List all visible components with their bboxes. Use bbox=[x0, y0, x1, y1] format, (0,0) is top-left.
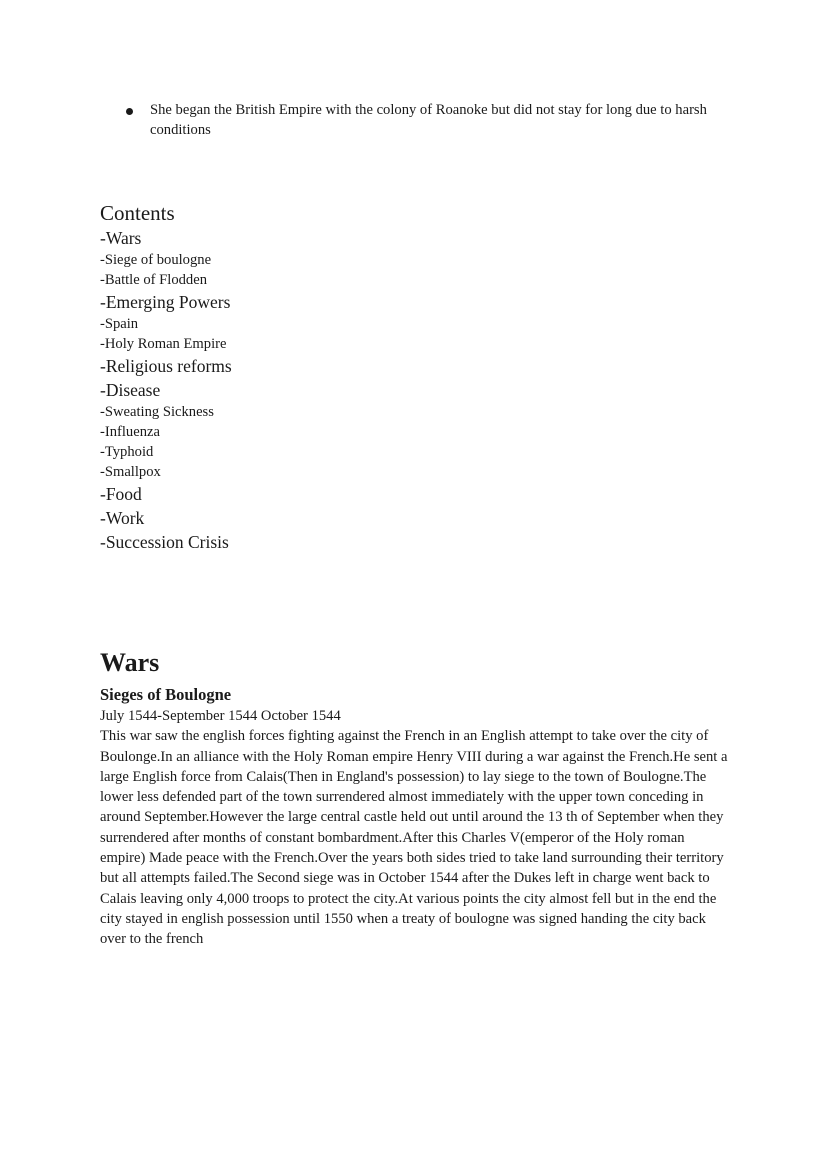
toc-item-work: -Work bbox=[100, 508, 145, 528]
wars-section bbox=[100, 646, 730, 950]
bullet-list-item bbox=[126, 100, 726, 140]
toc-item-siege-of-boulogne: -Siege of boulogne bbox=[100, 252, 212, 268]
wars-heading: Wars bbox=[100, 648, 160, 677]
table-of-contents bbox=[100, 200, 500, 554]
toc-item-food: -Food bbox=[100, 484, 142, 504]
toc-item-disease: -Disease bbox=[100, 380, 161, 400]
toc-item-religious-reforms: -Religious reforms bbox=[100, 356, 232, 376]
toc-item-spain: -Spain bbox=[100, 316, 139, 332]
toc-item-sweating-sickness: -Sweating Sickness bbox=[100, 404, 214, 420]
toc-item-succession-crisis: -Succession Crisis bbox=[100, 532, 229, 552]
toc-item-wars: -Wars bbox=[100, 228, 142, 248]
siege-body-paragraph: This war saw the english forces fighting against the French in an English attempt to take over the city of Boulonge.In an alliance with the Holy Roman empire Henry VIII during a war against the French.He sent a large English force from Calais(Then in England's possession) to lay siege to the town of Boulogne.The lower less defended part of the town surrendered almost immediately with the upper town conceding in around September.However the large central castle held out until around the 13 th of September when they surrendered after months of constant bombardment.After this Charles V(emperor of the Holy roman empire) Made peace with the French.Over the years both sides tried to take land surrounding their territory but all attempts failed.The Second siege was in October 1544 after the Dukes left in charge went back to Calais leaving only 4,000 troops to protect the city.At various points the city almost fell but in the end the city stayed in english possession until 1550 when a treaty of boulogne was signed handing the city back over to the french bbox=[100, 728, 728, 948]
toc-item-holy-roman-empire: -Holy Roman Empire bbox=[100, 336, 227, 352]
toc-item-smallpox: -Smallpox bbox=[100, 464, 161, 480]
siege-dates: July 1544-September 1544 October 1544 bbox=[100, 708, 341, 724]
bullet-icon bbox=[126, 108, 133, 115]
contents-title: Contents bbox=[100, 201, 175, 225]
sieges-of-boulogne-heading: Sieges of Boulogne bbox=[100, 685, 232, 704]
toc-item-influenza: -Influenza bbox=[100, 424, 160, 440]
toc-item-typhoid: -Typhoid bbox=[100, 444, 154, 460]
toc-item-emerging-powers: -Emerging Powers bbox=[100, 292, 231, 312]
toc-item-battle-of-flodden: -Battle of Flodden bbox=[100, 272, 208, 288]
bullet-text: She began the British Empire with the colony of Roanoke but did not stay for long due to harsh conditions bbox=[150, 102, 707, 138]
